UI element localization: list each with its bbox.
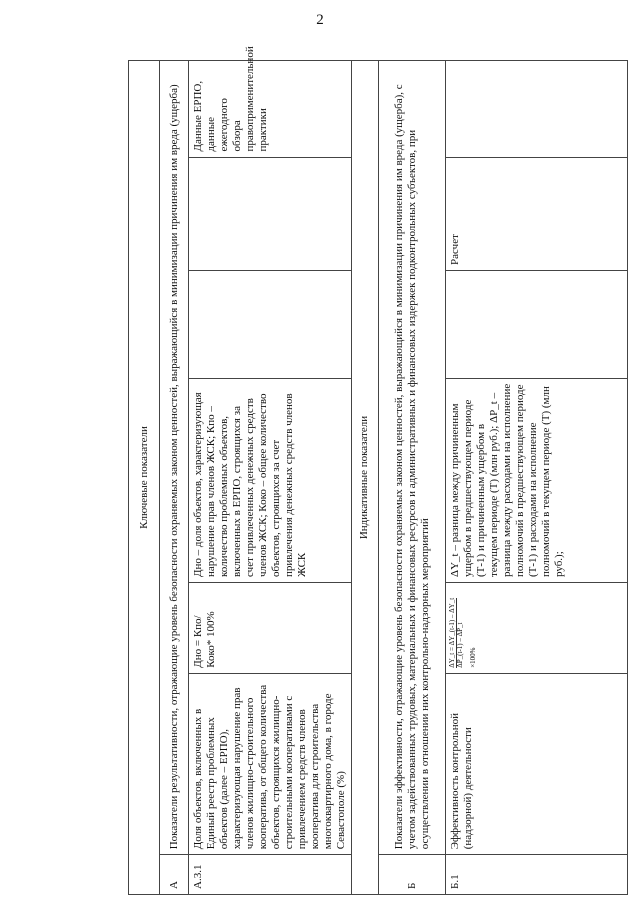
formula-numerator: ΔY_t = ΔY_(t-1) – ΔY_t xyxy=(448,597,457,668)
rotated-table-container xyxy=(128,46,628,895)
formula-tail: ×100% xyxy=(469,647,478,668)
key-indicators-header: Ключевые показатели xyxy=(129,61,160,895)
section-b-code: Б xyxy=(378,855,445,895)
row-a31-source: Данные ЕРПО, данные ежегодного обзора правоприменительной практики xyxy=(189,61,352,158)
page-number: 2 xyxy=(316,12,324,28)
indicators-table xyxy=(128,46,628,895)
row-b1-source: Расчет xyxy=(446,157,628,270)
row-b1-comment: ΔY_t – разница между причиненным ущербом в предшествующем периоде (Т-1) и причиненным ущербом в текущем периоде (Т) (млн руб.); ΔP_t – разница между расходами на исполнение полномочий в предшествующем периоде (Т-1) и расходами на исполнение полномочий в текущем периоде (Т) (млн руб.); xyxy=(446,378,628,582)
row-b1-code: Б.1 xyxy=(446,855,628,895)
section-b-text: Показатели эффективности, отражающие уровень безопасности охраняемых законом ценностей, выражающийся в минимизации причинения им вреда (ущерба), с учетом задействованных трудовых, материальных и финансовых ресурсов и административных и финансовых издержек подконтрольных субъектов, при осуществлении в отношении них контрольно-надзорных мероприятий xyxy=(378,61,445,855)
row-a31-name: Доля объектов, включенных в Единый реестр проблемных объектов (далее – ЕРПО), характеризующая нарушение прав членов жилищно-строительного кооператива, от общего количества объектов, строящихся жилищно-строительными кооперативами с привлечением средств членов кооператива для строительства многоквартирного дома, в городе Севастополе (%) xyxy=(189,673,352,855)
row-b1-name: Эффективность контрольной (надзорной) деятельности xyxy=(446,673,628,855)
section-a-text: Показатели результативности, отражающие уровень безопасности охраняемых законом ценностей, выражающийся в минимизации причинения им вреда (ущерба) xyxy=(160,61,189,855)
row-a31-formula: Дно = Кпо/Коко* 100% xyxy=(189,583,352,674)
section-a-code: А xyxy=(160,855,189,895)
row-b1-formula xyxy=(446,583,628,674)
row-a31-empty-2 xyxy=(189,157,352,270)
formula-fraction xyxy=(449,598,464,668)
row-b1-empty-1 xyxy=(446,271,628,379)
row-a31-empty-1 xyxy=(189,271,352,379)
row-b1-empty-2 xyxy=(446,61,628,158)
indicative-header: Индикативные показатели xyxy=(351,61,378,895)
formula-denominator: ΔP_(t-1) – ΔP_t xyxy=(456,622,465,668)
row-a31-comment: Дно – доля объектов, характеризующая нарушение прав членов ЖСК; Кпо – количество проблемных объектов, включенных в ЕРПО, строящихся за счет привлеченных денежных средств членов ЖСК; Коко – общее количество объектов, строящихся за счет привлечения денежных средств членов ЖСК xyxy=(189,378,352,582)
row-a31-code: А.3.1 xyxy=(189,855,352,895)
